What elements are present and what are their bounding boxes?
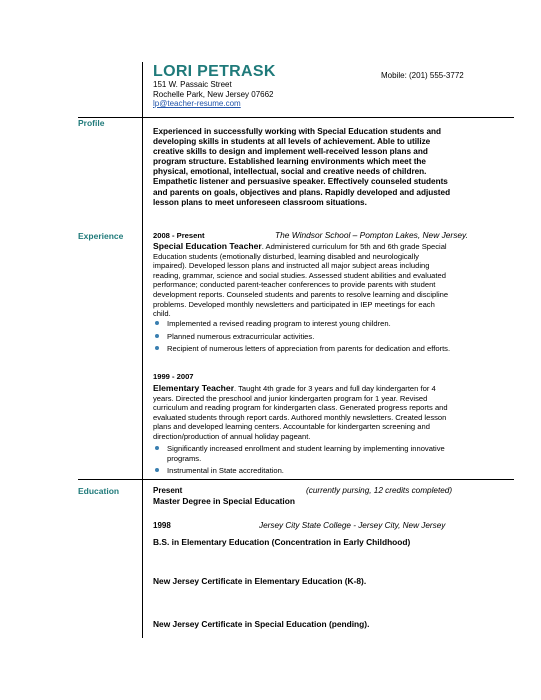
section-label-profile: Profile <box>78 118 105 128</box>
job-bullets <box>153 319 453 357</box>
job-employer: The Windsor School – Pompton Lakes, New Jersey. <box>275 230 468 240</box>
job-description: Elementary Teacher. Taught 4th grade for 3 years and full day kindergarten for 4 years. Directed the preschool and junior kindergarten program for 1 year. Revised curriculum and reading program for kindergarten class. Generated progress reports and evaluated students through report cards. Authored monthly newsletters. Created lesson plans and developed learning centers. Accountable for kindergarten screening and direction/production of annual holiday pageant. <box>153 383 448 441</box>
job-dates: 1999 - 2007 <box>153 372 194 381</box>
certificate: New Jersey Certificate in Special Education (pending). <box>153 619 370 629</box>
applicant-name: LORI PETRASK <box>153 63 276 80</box>
mobile-number: Mobile: (201) 555-3772 <box>381 71 464 80</box>
bullet-icon <box>155 468 159 472</box>
list-item: Implemented a revised reading program to interest young children. <box>153 319 453 329</box>
profile-divider <box>78 117 514 118</box>
certificate: New Jersey Certificate in Elementary Education (K-8). <box>153 576 367 586</box>
list-item: Instrumental in State accreditation. <box>153 466 453 476</box>
job-title: Elementary Teacher <box>153 383 235 393</box>
section-label-education: Education <box>78 486 120 496</box>
address-street: 151 W. Passaic Street <box>153 80 232 89</box>
bullet-icon <box>155 346 159 350</box>
email-link[interactable]: lp@teacher-resume.com <box>153 99 241 108</box>
education-date: 1998 <box>153 521 171 530</box>
bullet-icon <box>155 321 159 325</box>
education-divider <box>78 479 514 480</box>
list-item: Significantly increased enrollment and student learning by implementing innovative programs. <box>153 444 453 463</box>
education-degree: Master Degree in Special Education <box>153 496 295 506</box>
job-title: Special Education Teacher <box>153 241 262 251</box>
bullet-icon <box>155 334 159 338</box>
bullet-icon <box>155 446 159 450</box>
job-description: Special Education Teacher. Administered curriculum for 5th and 6th grade Special Education students (emotionally disturbed, learning disabled and neurologically impaired). Developed lesson plans and instructed all major subject areas including reading, grammar, science and social studies. Assessed student abilities and evaluated performance; conducted parent-teacher conferences to provide parents with student development reports. Counseled students and parents to resolve learning and discipline problems. Developed monthly newsletters and participated in IEP meetings for each child. <box>153 241 449 319</box>
vertical-rule <box>142 62 143 638</box>
education-note: Jersey City State College - Jersey City, New Jersey <box>259 521 446 530</box>
list-item: Planned numerous extracurricular activities. <box>153 332 453 342</box>
profile-text: Experienced in successfully working with Special Education students and developing skills in students at all levels of achievement. Able to utilize creative skills to design and implement well-received lesson plans and program structure. Established learning environments which meet the physical, emotional, intellectual, social and creative needs of children. Empathetic listener and persuasive speaker. Effectively counseled students and parents on goals, objectives and plans. Rapidly developed and adjusted lesson plans to meet unforeseen classroom situations. <box>153 127 451 207</box>
list-item: Recipient of numerous letters of appreciation from parents for dedication and efforts. <box>153 344 453 354</box>
education-note: (currently pursing, 12 credits completed) <box>306 486 453 495</box>
address-city: Rochelle Park, New Jersey 07662 <box>153 90 274 99</box>
education-date: Present <box>153 486 183 495</box>
education-degree: B.S. in Elementary Education (Concentration in Early Childhood) <box>153 537 411 547</box>
job-bullets <box>153 444 453 479</box>
job-dates: 2008 - Present <box>153 231 205 240</box>
section-label-experience: Experience <box>78 231 124 241</box>
